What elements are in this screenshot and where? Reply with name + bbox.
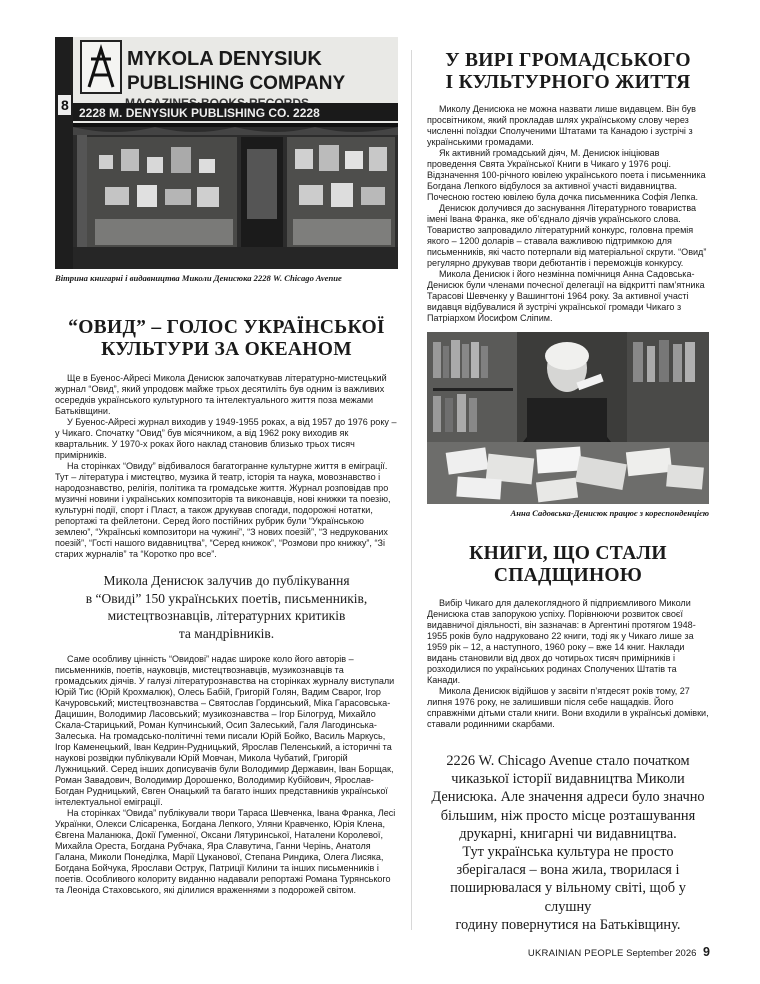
address-pullquote (427, 752, 709, 934)
page-number: 9 (703, 945, 710, 959)
column-divider (411, 50, 412, 930)
ovyd-text-a (55, 373, 398, 560)
ovyd-pullquote-line-2: в “Овиді” 150 українських поетів, письменників, (85, 590, 368, 606)
correspondence-photo-caption: Анна Садовська-Денисюк працює з кореспонденцією (510, 508, 709, 518)
public-life-paragraph-4: Микола Денисюк і його незмінна помічниця Анна Садовська-Денисюк були членами почесної делегації на відкритті пам’ятника Тарасові Шевченку у Вашингтоні 1964 року. За активної участі видавця відбувалися й зустрічі української громади Чикаго з Патріархом Йосифом Сліпим. (427, 269, 705, 323)
ovyd-heading-line-1: “ОВИД” – ГОЛОС УКРАЇНСЬКОЇ (68, 317, 385, 338)
correspondence-photo (427, 332, 709, 504)
books-paragraph-2: Микола Денисюк відійшов у засвіти п’ятдесят років тому, 27 липня 1976 року, не залишивши після себе нащадків. Його справжніми дітьми стали книги. Вони входили в українські домівки, ставали родинними скарбами. (427, 686, 709, 729)
ovyd-paragraph-3: На сторінках “Овиду” відбивалося багатогранне культурне життя в еміграції. Тут – література і мистецтво, музика й театр, історія та наука, мовознавство і народознавство, релігія, політика та громадське життя. Журнал розповідав про музичні новини і українських композиторів та виконавців, нові книжки та поезію, культурні події, спорт і Пласт, а також друкував спогади, подорожні нотатки, репортажі та фейлетони. Серед його постійних рубрик були “Українською землею”, “Українські композитори на чужині”, “З нових поезій”, “З недрукованих поезій”, “Гості нашого видавництва”, “Серед книжок”, “Розмови про книжку”, “Зі старих журналів” та “Коротко про все”. (55, 461, 391, 559)
books-heading-line-1: КНИГИ, ЩО СТАЛИ (469, 543, 667, 564)
public-life-heading (427, 50, 709, 94)
ovyd-heading (55, 317, 398, 361)
address-pullquote-line-5: друкарні, книгарні чи видавництва. (459, 825, 677, 842)
address-pullquote-line-7: зберігалася – вона жила, творилася і (456, 862, 680, 879)
right-column (427, 37, 709, 934)
bookstore-photo-caption: Вітрина книгарні і видавництва Миколи Денисюка 2228 W. Chicago Avenue (55, 273, 342, 283)
ovyd-paragraph-2: У Буенос-Айресі журнал виходив у 1949-1955 роках, а від 1957 до 1976 року – у Чикаго. Спочатку “Овид” був місячником, а від 1962 року виходив як квартальник. У 1970-х роках його наклад становив близько трьох тисяч примірників. (55, 417, 397, 460)
page-footer (528, 945, 710, 959)
ovyd-pullquote-line-4: та мандрівників. (178, 625, 275, 641)
ovyd-heading-line-2: КУЛЬТУРИ ЗА ОКЕАНОМ (101, 339, 352, 360)
public-life-heading-line-1: У ВИРІ ГРОМАДСЬКОГО (445, 50, 691, 71)
address-pullquote-line-3: Денисюка. Але значення адреси було значно (431, 789, 705, 806)
sign-top: MYKOLA DENYSIUK (127, 48, 322, 70)
ovyd-pullquote-line-1: Микола Денисюк залучив до публікування (103, 573, 350, 588)
ovyd-text-b (55, 654, 398, 896)
address-pullquote-line-8: поширювалася у вільному світі, щоб у слушну (450, 880, 686, 915)
public-life-heading-line-2: І КУЛЬТУРНОГО ЖИТТЯ (445, 72, 691, 93)
address-pullquote-line-1: 2226 W. Chicago Avenue стало початком (446, 753, 690, 769)
bookstore-photo (55, 37, 398, 269)
bookstore-photo-art (55, 37, 398, 269)
public-life-paragraph-3: Денисюк долучився до заснування Літературного товариства імені Івана Франка, яке об’єднало діячів українського слова. Товариство запровадило літературний конкурс, головна премія якого – 1200 доларів – ставала важливою підтримкою для письменників, які часто потерпали від матеріальної скрути. “Овид” регулярно друкував твори дебютантів і переможців конкурсу. (427, 203, 707, 268)
address-pullquote-line-4: більшим, ніж просто місце розташування (440, 807, 696, 824)
public-life-paragraph-2: Як активний громадський діяч, М. Денисюк ініціював проведення Свята Української Книги в Чикаго у 1976 році. Відзначення 100-річного ювілею українського поета і письменника Богдана Лепкого відбулося за активної участі видавництва. Почесною гостею ювілею була дочка письменника Софія Лепка. (427, 148, 706, 202)
left-column (55, 37, 398, 896)
sign-mid: PUBLISHING COMPANY (127, 73, 346, 94)
public-life-text (427, 104, 709, 324)
address-pullquote-line-6: Тут українська культура не просто (462, 844, 674, 861)
public-life-paragraph-1: Миколу Денисюка не можна назвати лише видавцем. Він був просвітником, який прокладав шлях українському слову через численні поїздки Сполученими Штатами та Канадою і зустрічі з українськими громадами. (427, 104, 696, 147)
ovyd-pullquote (55, 572, 398, 642)
issue-date: September 2026 (626, 948, 697, 959)
address-pullquote-line-2: чиказької історії видавництва Миколи (451, 771, 685, 788)
sign-bar: 2228 M. DENYSIUK PUBLISHING CO. 2228 (79, 106, 320, 120)
books-text (427, 598, 709, 730)
books-heading (427, 543, 709, 587)
ovyd-paragraph-1: Ще в Буенос-Айресі Микола Денисюк започаткував літературно-мистецький журнал “Овид”, який упродовж майже трьох десятиліть був одним із важливих осередків українського культурного та інтелектуального життя поза межами Батьківщини. (55, 373, 387, 416)
books-paragraph-1: Вибір Чикаго для далекоглядного й підприємливого Миколи Денисюка став запорукою успіху. Порівнюючи розвиток своєї видавничої діяльності, він зазначав: в Аргентині протягом 1948-1955 років було надруковано 22 книги, тоді як у Чикаго лише за 1959 рік – 12, а наступного, 1960 року – вже 14 книг. Наклади видань становили від двох до чотирьох тисяч примірників і розходилися по українських родинах Сполучених Штатів та Канади. (427, 598, 696, 685)
authors-paragraph-2: На сторінках “Овида” публікували твори Тараса Шевченка, Івана Франка, Лесі Українки, Олекси Слісаренка, Богдана Лепкого, Уляни Кравченко, Юрія Клена, Євгена Маланюка, Докії Гуменної, Оксани Лятуринської, Наталени Королевої, Михайла Ореста, Богдана Рубчака, Яра Славутича, Ганни Черінь, Анатоля Галана, Миколи Понеділка, Марії Цуканової, Степана Риндика, Олега Лисяка, Богдана Бойчука, Ярослави Острук, Патриції Килини та інших письменників і поетів. Особливого колориту виданню надавали репортажі Романа Турянського та Леоніда Стаховського, які ділилися враженнями з подорожей світом. (55, 808, 396, 895)
ovyd-pullquote-line-3: мистецтвознавців, літературних критиків (107, 608, 346, 623)
door-number: 8 (61, 97, 69, 113)
publication-name: UKRAINIAN PEOPLE (527, 948, 624, 959)
authors-paragraph-1: Саме особливу цінність “Овидові” надає широке коло його авторів – письменників, поетів, науковців, мистецтвознавців, музикознавців та громадських діячів. У галузі літературознавства на сторінках журналу виступали Юрій Тис (Юрій Крохмалюк), Олесь Бабій, Григорій Голян, Вадим Сварог, Ігор Качуровський; мистецтвознавства – Святослав Гординський, Міка Гарасовська-Дацишин, Володимир Ласовський; музикознавства – Ігор Білогруд, Михайло Скала-Старицький, Роман Купчинський, Осип Залеський, Галя Лагодинська-Залеська. На громадсько-політичні теми писали Юрій Бойко, Василь Маркусь, Ігор Каменецький, Іван Кедрин-Рудницький, Ярослав Пеленський, а історичні та наукові розвідки публікували Юрій Мовчан, Микола Чубатий, Григорій Лужницький. Серед інших дописувачів були Володимир Державин, Іван Борщак, Роман Завадович, Володимир Дорошенко, Володимир Кубійович, Ярослав-Богдан Рудницький, Євген Онацький та багато інших представників української інтелектуальної еміграції. (55, 654, 395, 807)
correspondence-photo-art (427, 332, 709, 504)
books-heading-line-2: СПАДЩИНОЮ (493, 565, 643, 586)
address-pullquote-line-9: годину повернутися на Батьківщину. (455, 916, 681, 933)
